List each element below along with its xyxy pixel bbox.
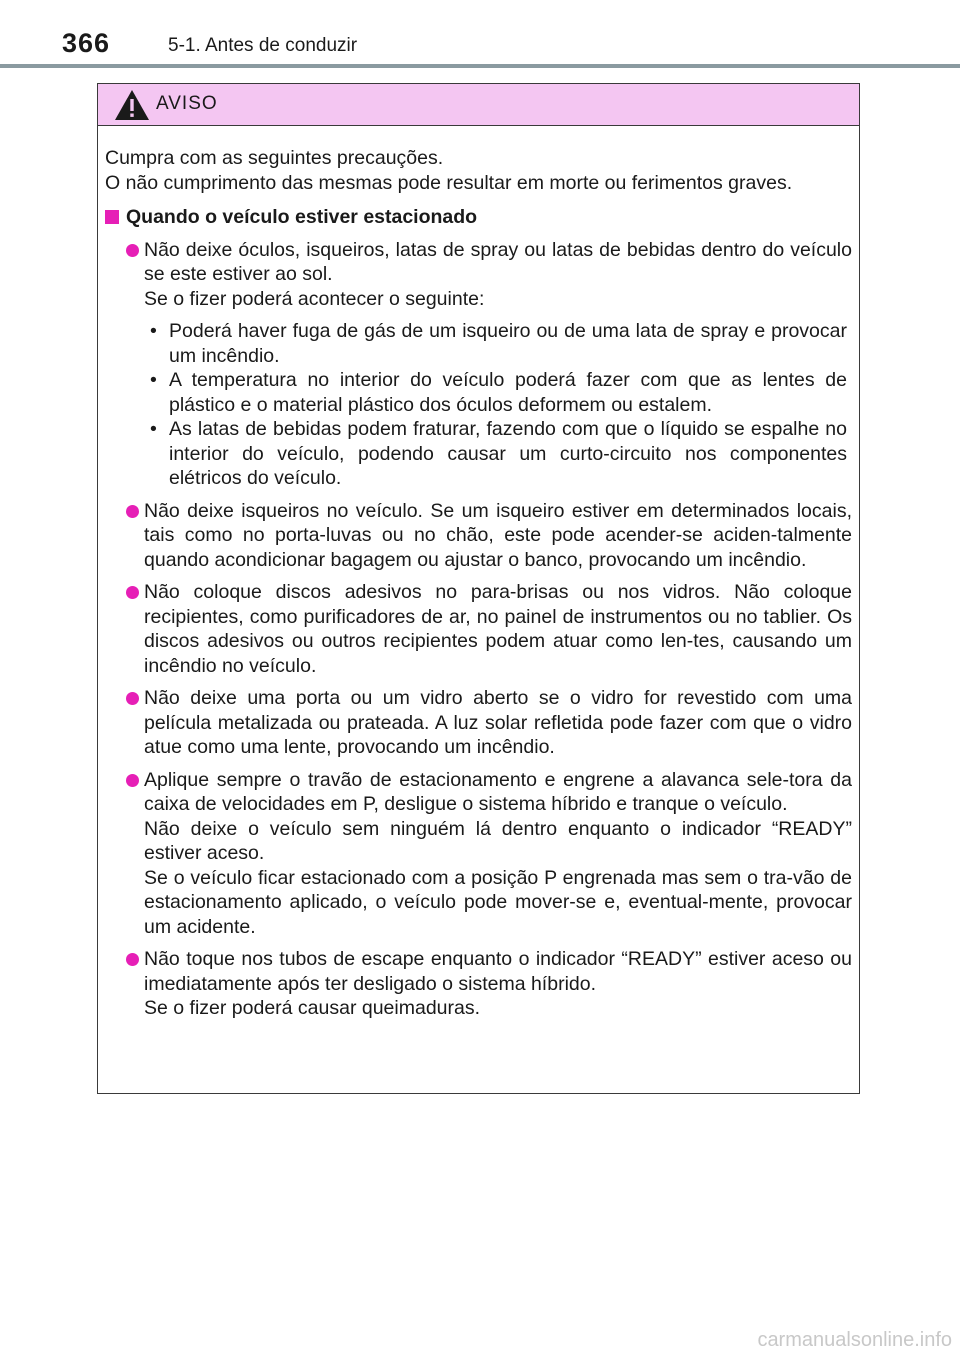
round-bullet-icon [126, 953, 139, 966]
bullet-item [105, 686, 852, 760]
warning-header [98, 84, 859, 126]
header-rule [0, 64, 960, 68]
round-bullet-icon [126, 505, 139, 518]
sub-list-item: • As latas de bebidas podem fraturar, fazendo com que o líquido se espalhe no interior do veículo, podendo causar um curto-circuito nos componentes elétricos do veículo. [150, 418, 847, 489]
subhead-text: Quando o veículo estiver estacionado [126, 206, 478, 228]
subhead [105, 205, 852, 230]
warning-triangle-icon [114, 89, 150, 121]
bullet-text: Não coloque discos adesivos no para-brisas ou nos vidros. Não coloque recipientes, como purificadores de ar, no painel de instrumentos ou no tablier. Os discos adesivos ou outros recipientes podem atuar como len-tes, causando um incêndio no veículo. [144, 581, 852, 677]
square-bullet-icon [105, 210, 119, 224]
bullet-text: Se o fizer poderá causar queimaduras. [144, 997, 481, 1019]
warning-intro [105, 146, 852, 195]
page-number: 366 [62, 28, 111, 58]
warning-body [98, 126, 859, 1021]
bullet-text: Se o veículo ficar estacionado com a posição P engrenada mas sem o tra-vão de estacionamento aplicado, o veículo pode mover-se e, eventual-mente, provocar um acidente. [144, 866, 852, 938]
sub-list [144, 319, 847, 491]
bullet-item [105, 499, 852, 573]
intro-line: O não cumprimento das mesmas pode resultar em morte ou ferimentos graves. [105, 171, 793, 194]
bullet-text: Não deixe uma porta ou um vidro aberto se o vidro for revestido com uma película metalizada ou prateada. A luz solar refletida pode fazer com que o vidro atue como uma lente, provocando um incêndio. [144, 687, 852, 758]
bullet-text: Não deixe o veículo sem ninguém lá dentro enquanto o indicador “READY” estiver aceso. [144, 817, 852, 864]
sub-list-item: • A temperatura no interior do veículo poderá fazer com que as lentes de plástico e o material plástico dos óculos deformem ou estalem. [150, 369, 847, 416]
bullet-text: Se o fizer poderá acontecer o seguinte: [144, 287, 485, 310]
section-title: 5-1. Antes de conduzir [168, 35, 358, 56]
bullet-item [105, 947, 852, 1021]
round-bullet-icon [126, 586, 139, 599]
bullet-item [105, 238, 852, 491]
intro-line: Cumpra com as seguintes precauções. [105, 147, 444, 169]
watermark: carmanualsonline.info [757, 1329, 952, 1351]
round-bullet-icon [126, 692, 139, 705]
warning-title: AVISO [156, 93, 218, 114]
warning-box [97, 83, 860, 1094]
bullet-item [105, 580, 852, 678]
bullet-text: Aplique sempre o travão de estacionamento e engrene a alavanca sele-tora da caixa de velocidades em P, desligue o sistema híbrido e tranque o veículo. [144, 768, 852, 815]
round-bullet-icon [126, 244, 139, 257]
sub-list-item: • Poderá haver fuga de gás de um isqueiro ou de uma lata de spray e provocar um incêndio. [150, 320, 847, 367]
bullet-text: Não deixe óculos, isqueiros, latas de spray ou latas de bebidas dentro do veículo se este estiver ao sol. [144, 238, 852, 285]
page-header [0, 0, 960, 70]
bullet-text: Não toque nos tubos de escape enquanto o indicador “READY” estiver aceso ou imediatamente após ter desligado o sistema híbrido. [144, 948, 852, 995]
bullet-text: Não deixe isqueiros no veículo. Se um isqueiro estiver em determinados locais, tais como no porta-luvas ou no chão, este pode acender-se aciden-talmente quando acondicionar bagagem ou ajustar o banco, provocando um incêndio. [144, 499, 852, 571]
round-bullet-icon [126, 774, 139, 787]
bullet-item [105, 768, 852, 940]
